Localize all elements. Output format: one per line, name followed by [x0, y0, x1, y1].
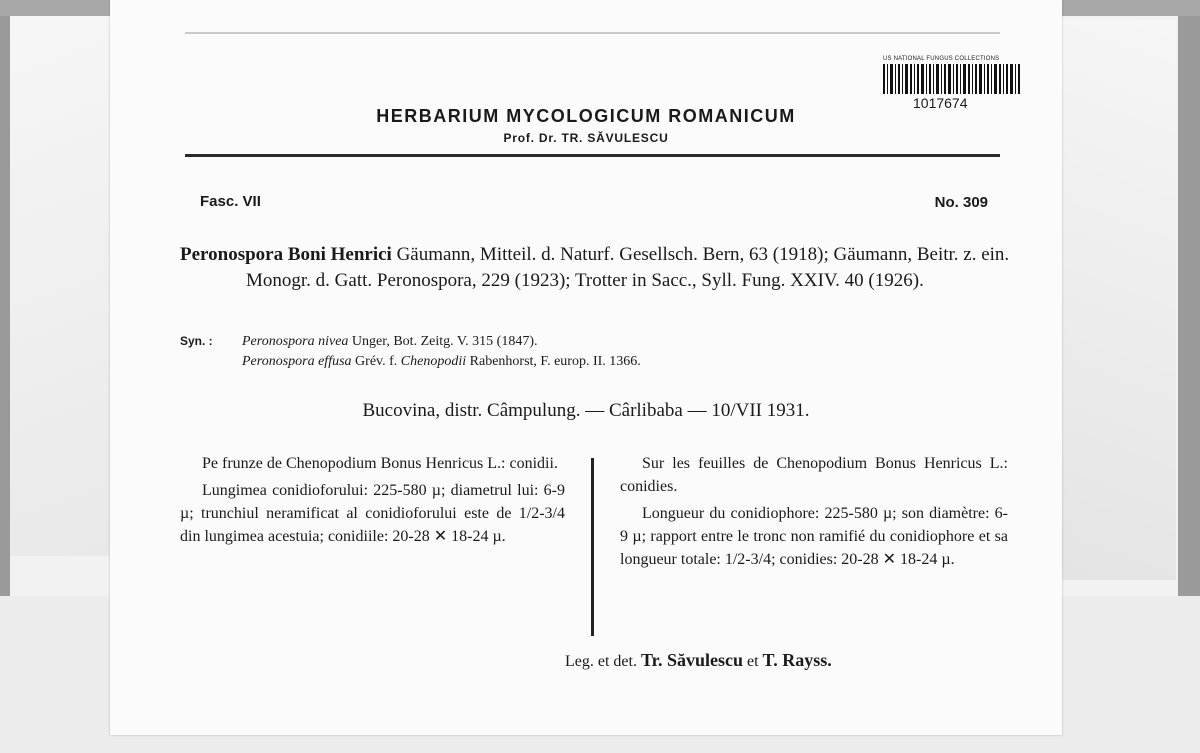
- envelope-fold-right: [1060, 20, 1176, 580]
- locality: Bucovina, distr. Câmpulung. — Cârlibaba — 10/VII 1931.: [362, 400, 810, 421]
- herbarium-heading: [110, 106, 1062, 145]
- top-rule: [185, 32, 1000, 34]
- collectors-connector: et: [747, 653, 759, 670]
- synonyms: [180, 331, 1010, 372]
- herbarium-title: HERBARIUM MYCOLOGICUM ROMANICUM: [376, 106, 796, 126]
- synonyms-label: Syn. :: [180, 334, 213, 348]
- collector-2: T. Rayss.: [762, 650, 832, 670]
- description-fr-host: Sur les feuilles de Chenopodium Bonus Henricus L.: conidies.: [620, 455, 1008, 495]
- description-ro-details: Lungimea conidioforului: 225-580 µ; diametrul lui: 6-9 µ; trunchiul neramificat al conidioforului este de 1/2-3/4 din lungimea acestuia; conidiile: 20-28 ✕ 18-24 µ.: [180, 482, 565, 545]
- synonym-line-1: [180, 331, 1010, 352]
- column-divider: [591, 458, 594, 636]
- synonym-1-name: Peronospora nivea: [242, 334, 349, 349]
- description-fr-details: Longueur du conidiophore: 225-580 µ; son diamètre: 6-9 µ; rapport entre le tronc non ramifié du conidiophore et sa longueur totale: 1/2-3/4; conidies: 20-28 ✕ 18-24 µ.: [620, 505, 1008, 568]
- envelope-fold-left: [10, 16, 110, 556]
- barcode-graphic: [883, 64, 1023, 94]
- collector-1: Tr. Săvulescu: [640, 650, 743, 670]
- collectors-prefix: Leg. et det.: [565, 653, 637, 670]
- description-french: [620, 452, 1008, 575]
- synonym-2-author: Grév. f.: [355, 354, 398, 369]
- collectors: [565, 650, 832, 671]
- synonym-2-name: Peronospora effusa: [242, 354, 352, 369]
- herbarium-label: [110, 0, 1062, 735]
- synonym-2-reference: Rabenhorst, F. europ. II. 1366.: [469, 354, 641, 369]
- exsiccata-number: No. 309: [934, 194, 988, 211]
- barcode-sticker: [883, 56, 1028, 111]
- description-ro-host: Pe frunze de Chenopodium Bonus Henricus L.: conidii.: [202, 455, 558, 472]
- synonym-2-host: Chenopodii: [400, 354, 467, 369]
- fascicle-label: Fasc. VII: [200, 193, 261, 210]
- description-romanian: [180, 452, 565, 552]
- heading-rule: [185, 154, 1000, 157]
- synonym-line-2: [180, 352, 1010, 372]
- synonym-1-reference: Unger, Bot. Zeitg. V. 315 (1847).: [351, 334, 538, 349]
- species-name: Peronospora Boni Henrici: [180, 244, 392, 265]
- herbarium-subtitle: Prof. Dr. TR. SĂVULESCU: [503, 131, 669, 145]
- citation-reference: Gäumann, Mitteil. d. Naturf. Gesellsch. Bern, 63 (1918); Gäumann, Beitr. z. ein. Monogr. d. Gatt. Peronospora, 229 (1923); Trotter in Sacc., Syll. Fung. XXIV. 40 (1926).: [246, 244, 1010, 291]
- barcode-number: 1017674: [913, 95, 968, 111]
- species-citation: [180, 242, 1076, 294]
- barcode-caption: US NATIONAL FUNGUS COLLECTIONS: [883, 56, 1000, 62]
